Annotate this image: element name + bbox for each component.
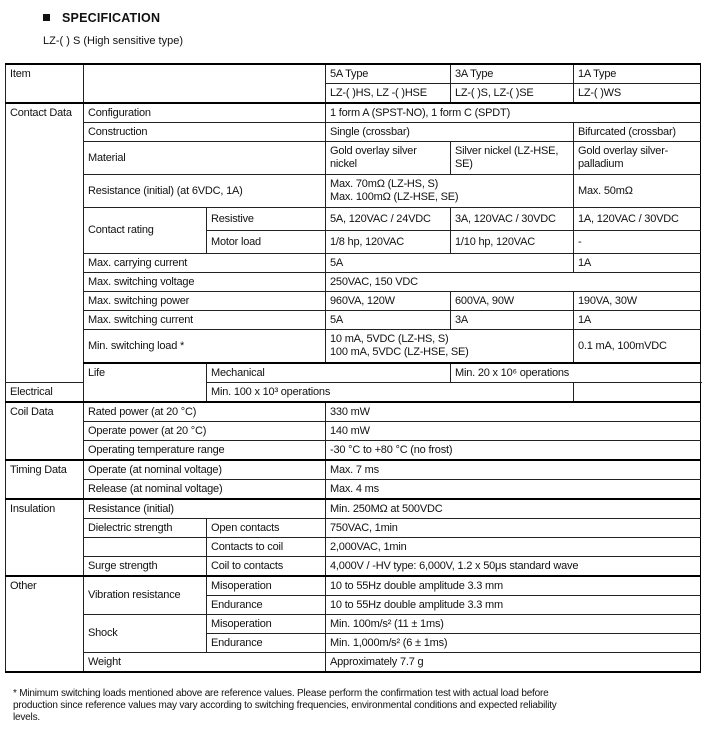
table-row: [6, 292, 701, 311]
table-row: [6, 273, 701, 292]
row-label: Operate power (at 20 °C): [84, 422, 326, 441]
table-row: [6, 538, 701, 557]
sub-label: Contacts to coil: [207, 538, 326, 557]
group-timing-data: Timing Data: [6, 460, 84, 499]
cell: 10 to 55Hz double amplitude 3.3 mm: [326, 596, 701, 615]
header-type-5a: 5A Type: [326, 64, 451, 84]
table-row: [6, 576, 701, 596]
cell: Gold overlay silver-palladium: [574, 142, 701, 175]
table-row: [6, 383, 701, 403]
row-label: Rated power (at 20 °C): [84, 402, 326, 422]
cell: 1A: [574, 311, 701, 330]
table-row: [6, 103, 701, 123]
row-label: Release (at nominal voltage): [84, 480, 326, 500]
cell: 1/8 hp, 120VAC: [326, 231, 451, 254]
sub-label: Misoperation: [207, 576, 326, 596]
row-label: Surge strength: [84, 557, 207, 577]
sub-label: Open contacts: [207, 519, 326, 538]
cell-line: Max. 100mΩ (LZ-HSE, SE): [330, 191, 459, 203]
table-row: [6, 615, 701, 634]
row-label: Operate (at nominal voltage): [84, 460, 326, 480]
table-row: [6, 330, 701, 364]
table-row: [6, 441, 701, 461]
row-label: Resistance (initial) (at 6VDC, 1A): [84, 175, 326, 208]
cell: 140 mW: [326, 422, 701, 441]
cell: Max. 50mΩ: [574, 175, 701, 208]
table-row: [6, 123, 701, 142]
cell: Max. 7 ms: [326, 460, 701, 480]
header-row: [6, 64, 701, 84]
model-3a: LZ-( )S, LZ-( )SE: [451, 84, 574, 104]
row-label: Max. switching voltage: [84, 273, 326, 292]
cell: 3A: [451, 311, 574, 330]
cell: 1 form A (SPST-NO), 1 form C (SPDT): [326, 103, 701, 123]
cell-line: Max. 70mΩ (LZ-HS, S): [330, 178, 439, 190]
row-label: Operating temperature range: [84, 441, 326, 461]
cell: 2,000VAC, 1min: [326, 538, 701, 557]
model-1a: LZ-( )WS: [574, 84, 701, 104]
cell: -: [574, 231, 701, 254]
cell-line: 100 mA, 5VDC (LZ-HSE, SE): [330, 346, 469, 358]
group-contact-data: Contact Data: [6, 103, 84, 383]
row-label: Electrical: [6, 383, 207, 403]
cell: Gold overlay silver nickel: [326, 142, 451, 175]
model-5a: LZ-( )HS, LZ -( )HSE: [326, 84, 451, 104]
row-label: Shock: [84, 615, 207, 653]
cell: 3A, 120VAC / 30VDC: [451, 208, 574, 231]
cell: 190VA, 30W: [574, 292, 701, 311]
table-row: [6, 519, 701, 538]
row-label: Contact rating: [84, 208, 207, 254]
cell: Silver nickel (LZ-HSE, SE): [451, 142, 574, 175]
cell: Approximately 7.7 g: [326, 653, 701, 673]
cell: 4,000V / -HV type: 6,000V, 1.2 x 50μs standard wave: [326, 557, 701, 577]
sub-label: Misoperation: [207, 615, 326, 634]
cell: Bifurcated (crossbar): [574, 123, 701, 142]
row-label: Max. carrying current: [84, 254, 326, 273]
cell: Min. 100m/s² (11 ± 1ms): [326, 615, 701, 634]
cell: 750VAC, 1min: [326, 519, 701, 538]
cell: Min. 100 x 10³ operations: [207, 383, 574, 403]
subtitle: LZ-( ) S (High sensitive type): [43, 35, 183, 47]
cell: 10 to 55Hz double amplitude 3.3 mm: [326, 576, 701, 596]
row-label: Max. switching power: [84, 292, 326, 311]
table-row: [6, 142, 701, 175]
sub-label: Resistive: [207, 208, 326, 231]
footnote: * Minimum switching loads mentioned above are reference values. Please perform the confirmation test with actual load before production since reference values may vary according to switching frequencies, environmental conditions and expected reliability levels.: [13, 688, 557, 723]
cell-line: 10 mA, 5VDC (LZ-HS, S): [330, 333, 449, 345]
cell: Max. 4 ms: [326, 480, 701, 500]
group-other: Other: [6, 576, 84, 672]
sub-label: Motor load: [207, 231, 326, 254]
table-row: [6, 499, 701, 519]
row-label: Dielectric strength: [84, 519, 207, 538]
table-row: [6, 422, 701, 441]
cell: 5A: [326, 311, 451, 330]
table-row: [6, 480, 701, 500]
table-row: [6, 254, 701, 273]
row-label-blank: [84, 538, 207, 557]
row-label: Vibration resistance: [84, 576, 207, 615]
section-title: [43, 11, 160, 25]
table-row: [6, 208, 701, 231]
cell: 250VAC, 150 VDC: [326, 273, 701, 292]
cell: 330 mW: [326, 402, 701, 422]
table-row: [6, 363, 701, 383]
specification-table: [5, 63, 701, 673]
row-label: Resistance (initial): [84, 499, 326, 519]
row-label: Material: [84, 142, 326, 175]
cell: 1A: [574, 254, 701, 273]
group-coil-data: Coil Data: [6, 402, 84, 460]
row-label: Max. switching current: [84, 311, 326, 330]
cell: Min. 1,000m/s² (6 ± 1ms): [326, 634, 701, 653]
header-item: Item: [6, 64, 84, 103]
cell: Min. 250MΩ at 500VDC: [326, 499, 701, 519]
sub-label: Endurance: [207, 596, 326, 615]
cell: 1/10 hp, 120VAC: [451, 231, 574, 254]
row-label: Configuration: [84, 103, 326, 123]
cell: -30 °C to +80 °C (no frost): [326, 441, 701, 461]
bullet-square-icon: [43, 14, 50, 21]
cell: 5A: [326, 254, 574, 273]
title-text: SPECIFICATION: [62, 11, 161, 25]
cell: 600VA, 90W: [451, 292, 574, 311]
header-type-3a: 3A Type: [451, 64, 574, 84]
cell: 5A, 120VAC / 24VDC: [326, 208, 451, 231]
sub-label: Coil to contacts: [207, 557, 326, 577]
cell: 960VA, 120W: [326, 292, 451, 311]
cell: Min. 20 x 10⁶ operations: [451, 363, 701, 383]
cell: [326, 330, 574, 364]
table-row: [6, 653, 701, 673]
table-row: [6, 311, 701, 330]
table-row: [6, 557, 701, 577]
header-blank: [84, 64, 326, 103]
cell: 0.1 mA, 100mVDC: [574, 330, 701, 364]
row-label: Weight: [84, 653, 326, 673]
cell: Single (crossbar): [326, 123, 574, 142]
table-row: [6, 460, 701, 480]
header-type-1a: 1A Type: [574, 64, 701, 84]
group-insulation: Insulation: [6, 499, 84, 576]
table-row: [6, 175, 701, 208]
row-label: Mechanical: [207, 363, 451, 383]
table-row: [6, 402, 701, 422]
group-life: Life: [84, 363, 207, 402]
cell: 1A, 120VAC / 30VDC: [574, 208, 701, 231]
sub-label: Endurance: [207, 634, 326, 653]
row-label: Construction: [84, 123, 326, 142]
row-label: Min. switching load *: [84, 330, 326, 364]
cell: [326, 175, 574, 208]
